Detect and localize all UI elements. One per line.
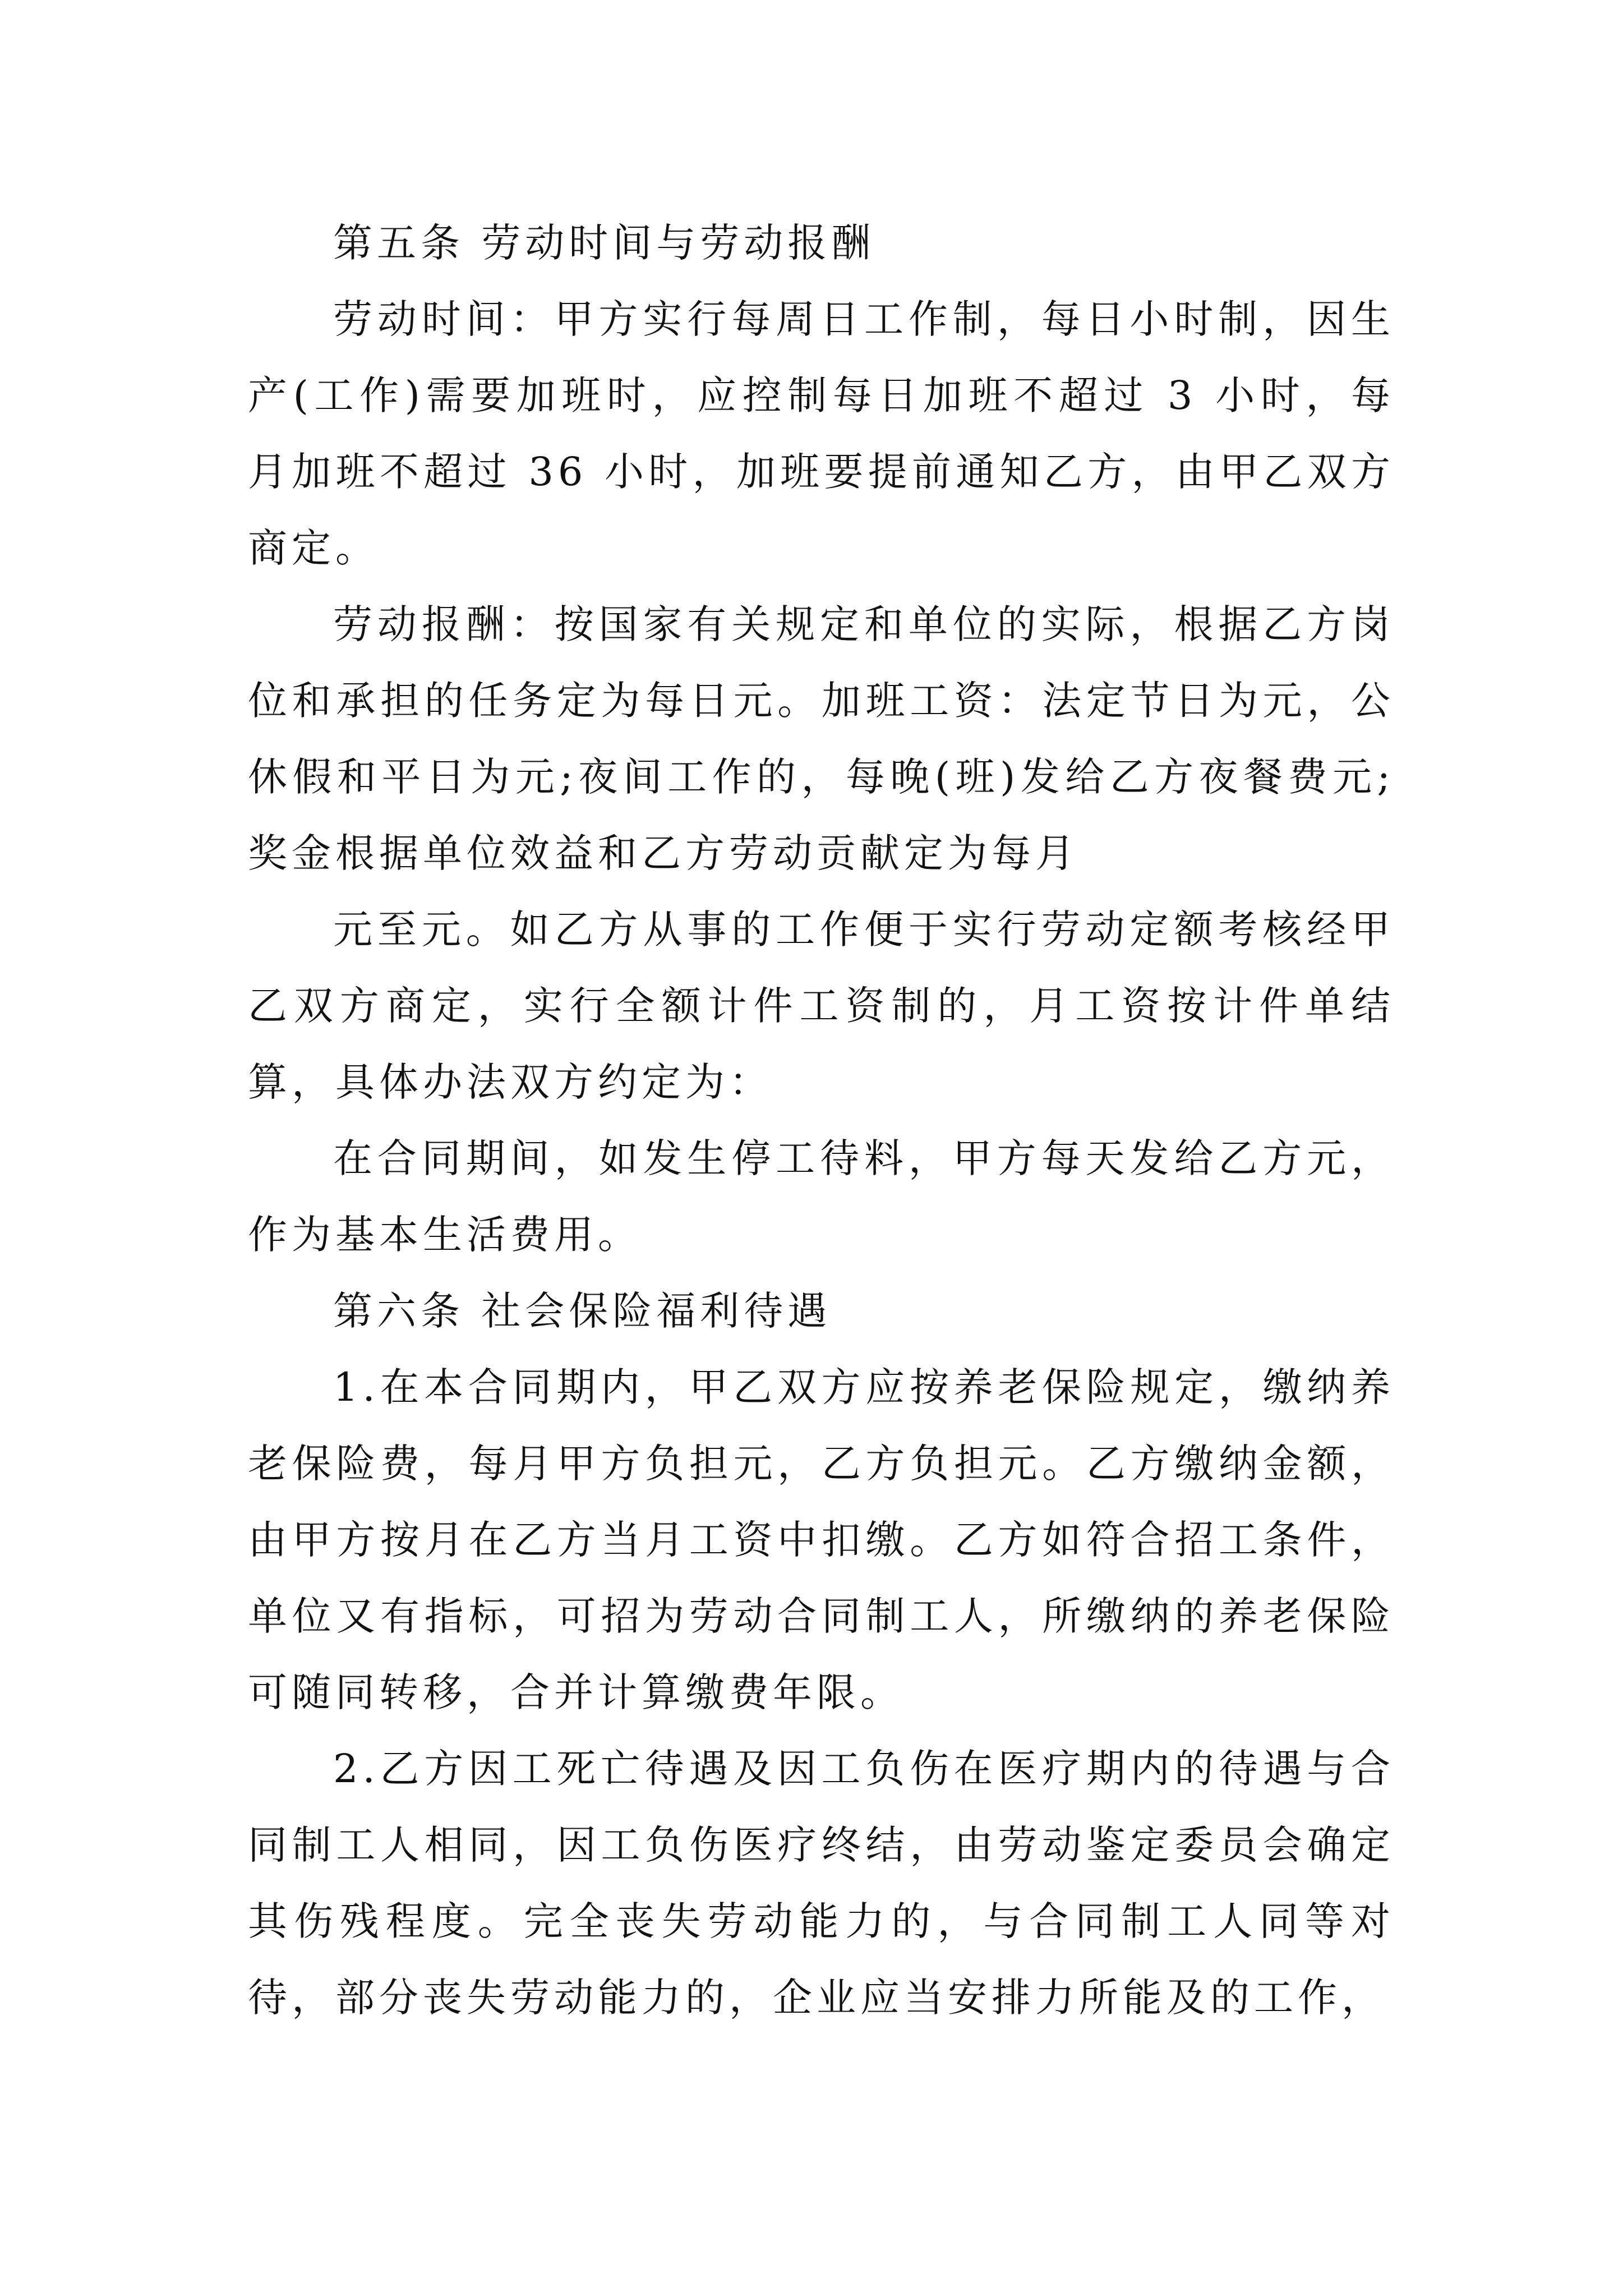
work-injury-paragraph: 2.乙方因工死亡待遇及因工负伤在医疗期内的待遇与合同制工人相同，因工负伤医疗终结，由劳动鉴定委员会确定其伤残程度。完全丧失劳动能力的，与合同制工人同等对待，部分丧失劳动能力的，企业应当安排力所能及的工作， <box>248 1746 1395 2021</box>
article-6-heading: 第六条 社会保险福利待遇 <box>333 1288 832 1334</box>
document-body <box>248 205 1395 2036</box>
article-5-heading: 第五条 劳动时间与劳动报酬 <box>333 220 875 266</box>
pension-insurance-paragraph: 1.在本合同期内，甲乙双方应按养老保险规定，缴纳养老保险费，每月甲方负担元，乙方负担元。乙方缴纳金额，由甲方按月在乙方当月工资中扣缴。乙方如符合招工条件，单位又有指标，可招为劳动合同制工人，所缴纳的养老保险可随同转移，合并计算缴费年限。 <box>248 1364 1395 1715</box>
remuneration-paragraph: 劳动报酬：按国家有关规定和单位的实际，根据乙方岗位和承担的任务定为每日元。加班工资：法定节日为元，公休假和平日为元;夜间工作的，每晚(班)发给乙方夜餐费元;奖金根据单位效益和乙方劳动贡献定为每月 <box>248 601 1395 876</box>
working-hours-paragraph: 劳动时间：甲方实行每周日工作制，每日小时制，因生产(工作)需要加班时，应控制每日加班不超过 3 小时，每月加班不超过 36 小时，加班要提前通知乙方，由甲乙双方商定。 <box>248 296 1395 571</box>
piecework-paragraph: 元至元。如乙方从事的工作便于实行劳动定额考核经甲乙双方商定，实行全额计件工资制的，月工资按计件单结算，具体办法双方约定为： <box>248 907 1395 1105</box>
work-stoppage-paragraph: 在合同期间，如发生停工待料，甲方每天发给乙方元，作为基本生活费用。 <box>248 1135 1395 1258</box>
